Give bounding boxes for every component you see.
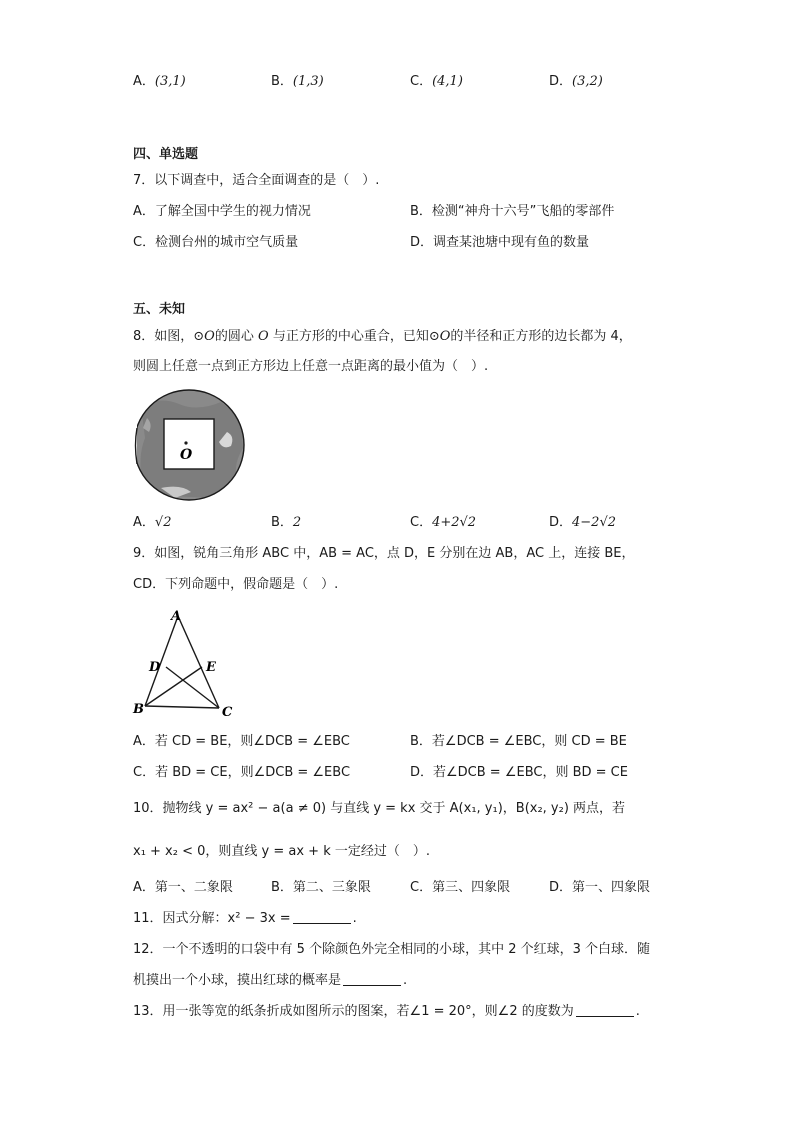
q10-option-c[interactable]: C．第三、四象限 — [410, 880, 511, 895]
vertex-e-label: E — [206, 660, 216, 675]
q8-option-b[interactable]: B．2 — [271, 515, 302, 530]
q9-triangle-figure — [131, 606, 241, 722]
q10-line-1: 10．抛物线 y = ax² − a(a ≠ 0) 与直线 y = kx 交于 A(x₁, y₁)，B(x₂, y₂) 两点，若 — [133, 801, 626, 816]
q9-option-a[interactable]: A．若 CD = BE，则∠DCB = ∠EBC — [133, 734, 350, 749]
section-5-title: 五、未知 — [133, 302, 186, 317]
q9-option-c[interactable]: C．若 BD = CE，则∠DCB = ∠EBC — [133, 765, 351, 780]
q7-option-c[interactable]: C．检测台州的城市空气质量 — [133, 235, 299, 250]
q8-option-d[interactable]: D．4−2√2 — [549, 515, 617, 530]
q7-option-b[interactable]: B．检测“神舟十六号”飞船的零部件 — [410, 204, 615, 219]
section-4-title: 四、单选题 — [133, 147, 199, 162]
vertex-b-label: B — [133, 702, 144, 717]
q13-line: 13．用一张等宽的纸条折成如图所示的图案，若∠1 = 20°，则∠2 的度数为 . — [133, 1004, 640, 1019]
q12-answer-blank[interactable] — [343, 973, 401, 986]
vertex-a-label: A — [171, 609, 182, 624]
vertex-d-label: D — [149, 660, 161, 675]
q9-line-2: CD．下列命题中，假命题是（ ）. — [133, 577, 339, 592]
q7-option-a[interactable]: A．了解全国中学生的视力情况 — [133, 204, 311, 219]
q10-line-2: x₁ + x₂ < 0，则直线 y = ax + k 一定经过（ ）. — [133, 844, 430, 859]
q9-option-b[interactable]: B．若∠DCB = ∠EBC，则 CD = BE — [410, 734, 627, 749]
q12-line-1: 12．一个不透明的口袋中有 5 个除颜色外完全相同的小球，其中 2 个红球，3 个白球．随 — [133, 942, 651, 957]
circle-o-symbol-2: ⊙O — [428, 329, 451, 344]
q7-option-d[interactable]: D．调查某池塘中现有鱼的数量 — [410, 235, 590, 250]
q6-option-d[interactable]: D．(3,2) — [549, 74, 603, 89]
circle-o-symbol: ⊙O — [193, 329, 215, 344]
q13-answer-blank[interactable] — [576, 1004, 634, 1017]
q6-option-a[interactable]: A．(3,1) — [133, 74, 186, 89]
q7-stem: 7．以下调查中，适合全面调查的是（ ）. — [133, 173, 380, 188]
q8-option-a[interactable]: A．√2 — [133, 515, 172, 530]
q6-option-b[interactable]: B．(1,3) — [271, 74, 324, 89]
q9-line-1: 9．如图，锐角三角形 ABC 中，AB = AC，点 D，E 分别在边 AB，AC 上，连接 BE， — [133, 546, 635, 561]
q10-option-b[interactable]: B．第二、三象限 — [271, 880, 371, 895]
q11-answer-blank[interactable] — [293, 911, 351, 924]
q11-line: 11．因式分解：x² − 3x = . — [133, 911, 357, 926]
q8-line-1: 8．如图，⊙O的圆心 O 与正方形的中心重合，已知⊙O的半径和正方形的边长都为 4， — [133, 329, 632, 344]
vertex-c-label: C — [222, 705, 233, 720]
q12-line-2: 机摸出一个小球，摸出红球的概率是 . — [133, 973, 408, 988]
q8-line-2: 则圆上任意一点到正方形边上任意一点距离的最小值为（ ）. — [133, 359, 489, 374]
q8-option-c[interactable]: C．4+2√2 — [410, 515, 477, 530]
q6-option-c[interactable]: C．(4,1) — [410, 74, 463, 89]
q10-option-a[interactable]: A．第一、二象限 — [133, 880, 233, 895]
q8-circle-square-figure — [131, 388, 247, 504]
q9-option-d[interactable]: D．若∠DCB = ∠EBC，则 BD = CE — [410, 765, 628, 780]
q10-option-d[interactable]: D．第一、四象限 — [549, 880, 651, 895]
center-o-label: O — [180, 447, 193, 463]
